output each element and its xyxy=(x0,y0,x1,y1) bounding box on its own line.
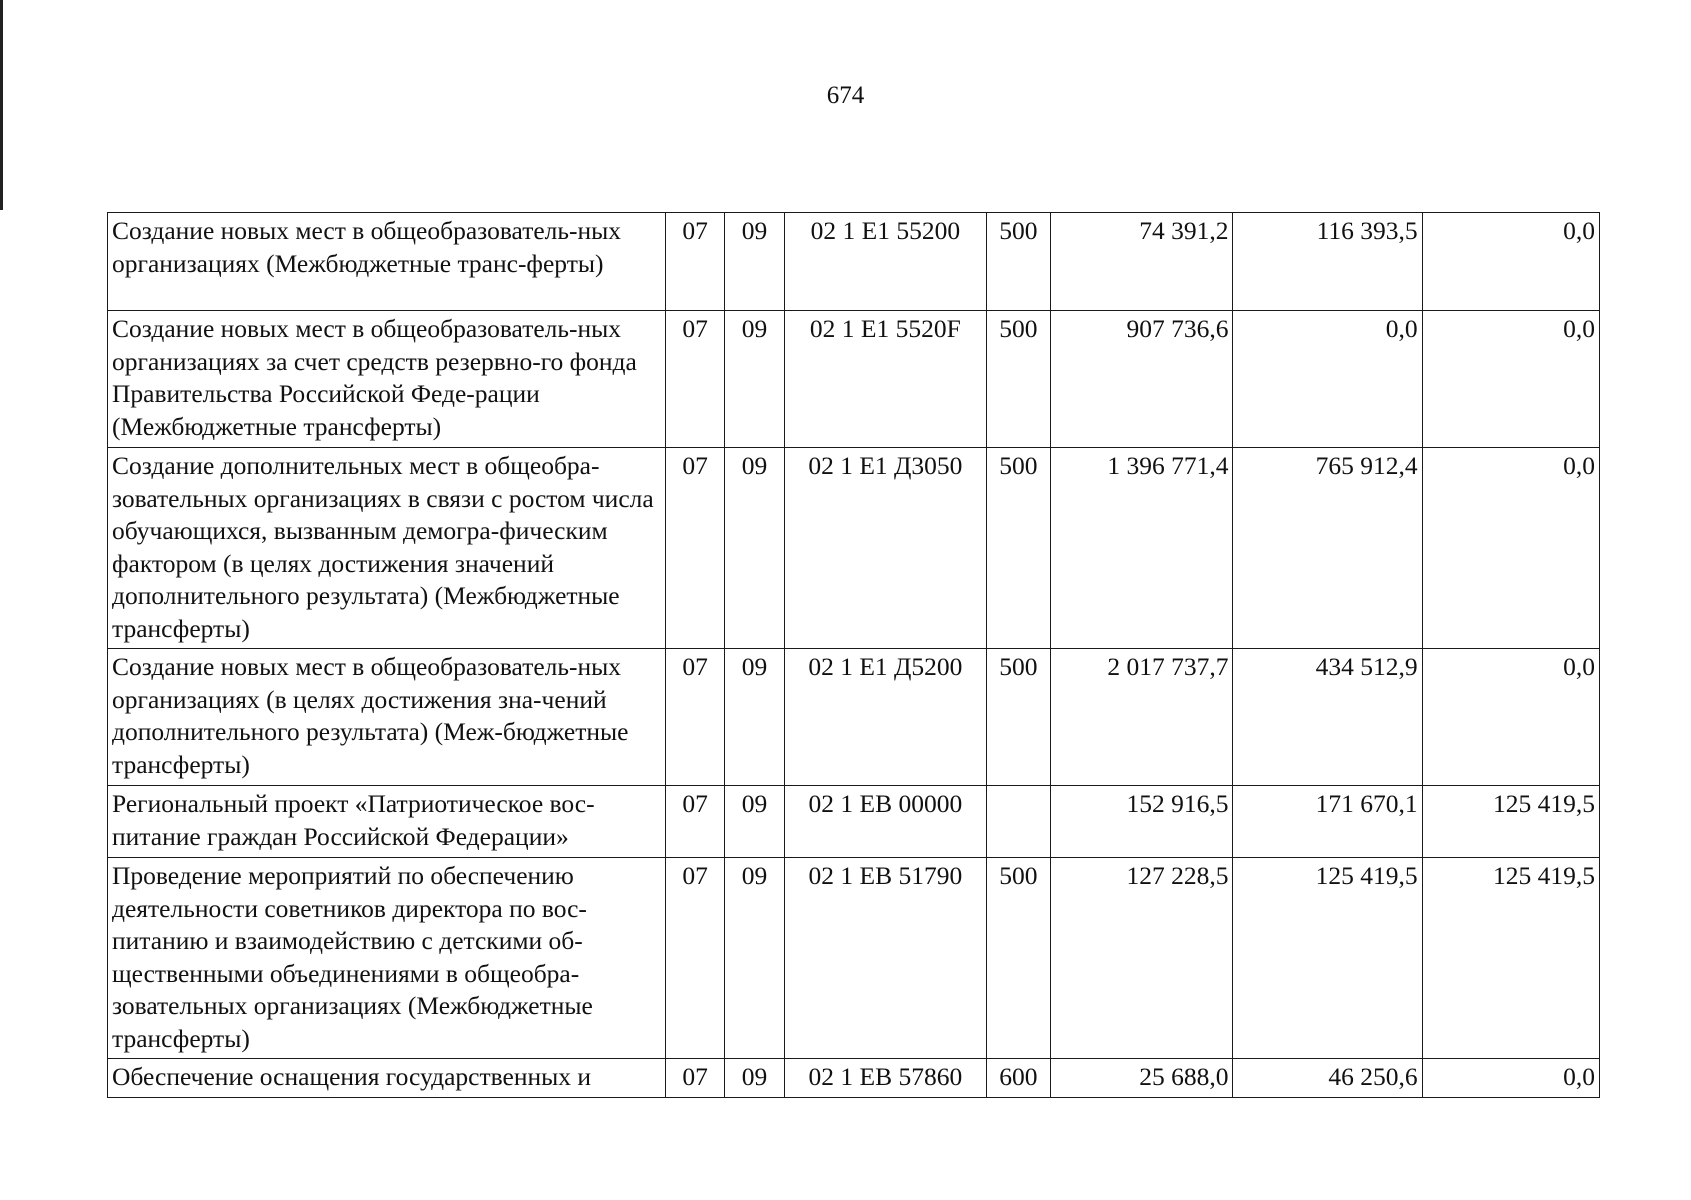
row-name-cell: Создание дополнительных мест в общеобра-зовательных организациях в связи с ростом числа обучающихся, вызванным демогра-фическим фактором (в целях достижения значений дополнительного результата) (Межбюджетные трансферты) xyxy=(108,448,666,649)
row-name-cell: Создание новых мест в общеобразователь-ных организациях (в целях достижения зна-чений дополнительного результата) (Меж-бюджетные трансферты) xyxy=(108,649,666,786)
amount-cell-1: 1 396 771,4 xyxy=(1050,448,1233,649)
budget-table xyxy=(107,212,1600,1098)
amount-cell-2: 116 393,5 xyxy=(1233,213,1422,311)
amount-cell-3: 125 419,5 xyxy=(1422,858,1599,1059)
table-row xyxy=(108,448,1600,649)
amount-cell-1: 152 916,5 xyxy=(1050,786,1233,858)
amount-cell-1: 74 391,2 xyxy=(1050,213,1233,311)
amount-cell-1: 25 688,0 xyxy=(1050,1059,1233,1098)
subsection-code-cell: 09 xyxy=(725,311,784,448)
subsection-code-cell: 09 xyxy=(725,448,784,649)
table-row xyxy=(108,858,1600,1059)
row-name-cell: Создание новых мест в общеобразователь-ных организациях за счет средств резервно-го фонда Правительства Российской Феде-рации (Межбюджетные трансферты) xyxy=(108,311,666,448)
table-row xyxy=(108,213,1600,311)
amount-cell-3: 0,0 xyxy=(1422,649,1599,786)
section-code-cell: 07 xyxy=(665,786,724,858)
target-article-cell: 02 1 EB 51790 xyxy=(784,858,986,1059)
expense-type-cell: 500 xyxy=(986,311,1050,448)
amount-cell-2: 765 912,4 xyxy=(1233,448,1422,649)
amount-cell-2: 125 419,5 xyxy=(1233,858,1422,1059)
amount-cell-1: 127 228,5 xyxy=(1050,858,1233,1059)
row-name-cell: Проведение мероприятий по обеспечению деятельности советников директора по вос-питанию и взаимодействию с детскими об-щественными объединениями в общеобра-зовательных организациях (Межбюджетные трансферты) xyxy=(108,858,666,1059)
row-name-cell: Обеспечение оснащения государственных и xyxy=(108,1059,666,1098)
target-article-cell: 02 1 E1 5520F xyxy=(784,311,986,448)
amount-cell-2: 0,0 xyxy=(1233,311,1422,448)
amount-cell-2: 171 670,1 xyxy=(1233,786,1422,858)
target-article-cell: 02 1 EB 00000 xyxy=(784,786,986,858)
subsection-code-cell: 09 xyxy=(725,649,784,786)
table-row xyxy=(108,311,1600,448)
target-article-cell: 02 1 EB 57860 xyxy=(784,1059,986,1098)
page-number: 674 xyxy=(826,82,865,109)
expense-type-cell: 500 xyxy=(986,448,1050,649)
section-code-cell: 07 xyxy=(665,448,724,649)
target-article-cell: 02 1 E1 Д3050 xyxy=(784,448,986,649)
amount-cell-1: 907 736,6 xyxy=(1050,311,1233,448)
amount-cell-3: 125 419,5 xyxy=(1422,786,1599,858)
expense-type-cell xyxy=(986,786,1050,858)
amount-cell-3: 0,0 xyxy=(1422,213,1599,311)
amount-cell-3: 0,0 xyxy=(1422,448,1599,649)
row-name-cell: Создание новых мест в общеобразователь-ных организациях (Межбюджетные транс-ферты) xyxy=(108,213,666,311)
section-code-cell: 07 xyxy=(665,649,724,786)
section-code-cell: 07 xyxy=(665,213,724,311)
amount-cell-3: 0,0 xyxy=(1422,1059,1599,1098)
row-name-cell: Региональный проект «Патриотическое вос-питание граждан Российской Федерации» xyxy=(108,786,666,858)
section-code-cell: 07 xyxy=(665,1059,724,1098)
amount-cell-2: 46 250,6 xyxy=(1233,1059,1422,1098)
subsection-code-cell: 09 xyxy=(725,213,784,311)
amount-cell-3: 0,0 xyxy=(1422,311,1599,448)
target-article-cell: 02 1 E1 Д5200 xyxy=(784,649,986,786)
expense-type-cell: 600 xyxy=(986,1059,1050,1098)
expense-type-cell: 500 xyxy=(986,649,1050,786)
amount-cell-1: 2 017 737,7 xyxy=(1050,649,1233,786)
subsection-code-cell: 09 xyxy=(725,1059,784,1098)
expense-type-cell: 500 xyxy=(986,213,1050,311)
table-row xyxy=(108,786,1600,858)
amount-cell-2: 434 512,9 xyxy=(1233,649,1422,786)
table-row xyxy=(108,1059,1600,1098)
table-row xyxy=(108,649,1600,786)
subsection-code-cell: 09 xyxy=(725,858,784,1059)
section-code-cell: 07 xyxy=(665,311,724,448)
subsection-code-cell: 09 xyxy=(725,786,784,858)
section-code-cell: 07 xyxy=(665,858,724,1059)
expense-type-cell: 500 xyxy=(986,858,1050,1059)
target-article-cell: 02 1 E1 55200 xyxy=(784,213,986,311)
